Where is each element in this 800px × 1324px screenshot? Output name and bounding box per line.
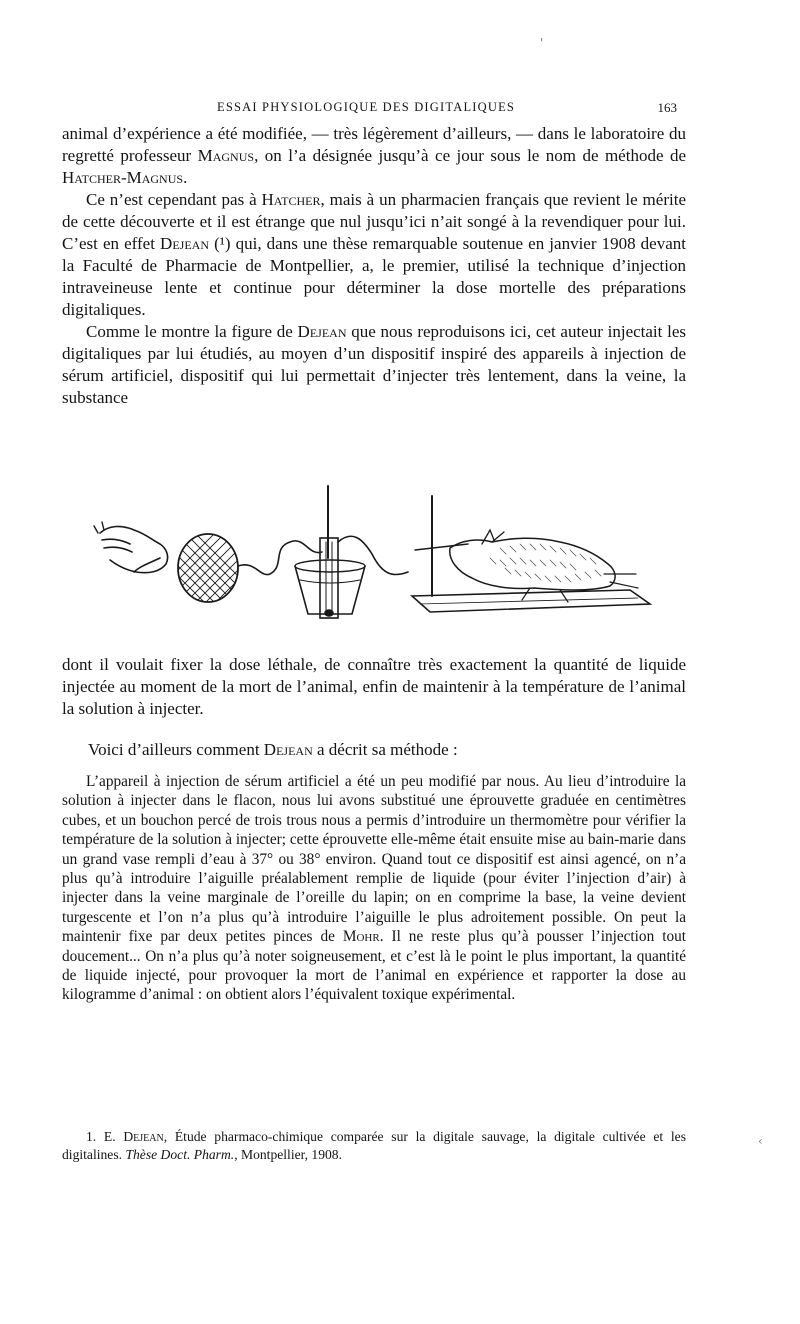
body-text-after-figure — [62, 654, 686, 720]
author-name: Dejean — [297, 322, 347, 341]
author-name: Hatcher-Magnus — [62, 168, 184, 187]
text-run: , mais à un pharmacien français que revient le mérite de cette découverte et il est étrange que nul jusqu’ici n’ait songé à la revendiquer pour lui. C’est en effet — [62, 190, 686, 253]
text-run: animal d’expérience a été modifiée, — très légèrement d’ailleurs, — dans le laboratoire du regretté professeur — [62, 124, 686, 165]
paragraph-4 — [62, 654, 686, 720]
rubber-tube-2 — [338, 536, 408, 574]
margin-tick: ‹ — [758, 1134, 763, 1148]
text-run: Comme le montre la figure de — [86, 322, 298, 341]
author-name: Dejean — [123, 1129, 164, 1144]
water-bath-vessel — [295, 566, 365, 614]
quoted-method — [62, 772, 686, 1005]
author-name: Dejean — [160, 234, 209, 253]
author-name: Dejean — [263, 740, 313, 759]
text-run: . — [183, 168, 188, 187]
text-run: 1. E. — [86, 1129, 124, 1144]
page-number: 163 — [657, 100, 677, 115]
text-run: . Il ne reste plus qu’à pousser l’injection tout doucement... On n’a plus qu’à noter soigneusement, et c’est là le point le plus important, la quantité de liquide injecté, pour provoquer la mort de l’animal en expérience et rapporter la dose au kilogramme d’animal : on obtient alors l’équivalent toxique expérimental. — [62, 928, 686, 1004]
body-text-top — [62, 123, 686, 409]
rubber-tube-1 — [238, 541, 322, 575]
quote-intro — [88, 740, 458, 760]
hand-illustration — [100, 526, 168, 572]
text-run: L’appareil à injection de sérum artificiel a été un peu modifié par nous. Au lieu d’introduire la solution à injecter dans le flacon, nous lui avons substitué une éprouvette graduée en centimètres cubes, et un bouchon percé de trois trous nous a permis d’introduire un thermomètre pour vérifier la température de la solution à injecter; cette éprouvette elle-même était ensuite mise au bain-marie dans un grand vase rempli d’eau à 37° ou 38° environ. Quand tout ce dispositif est ainsi agencé, on n’a plus qu’à introduire l’aiguille préalablement remplie de liquide (pour éviter l’injection d’air) à injecter dans la veine marginale de l’oreille du lapin; on en comprime la base, la veine devient turgescente et l’on n’a plus qu’à introduire l’aiguille le plus adroitement possible. On peut la maintenir fixe par deux petites pinces de — [62, 773, 686, 946]
paragraph-2 — [62, 189, 686, 321]
text-run: Ce n’est cependant pas à — [86, 190, 262, 209]
italic-text: Thèse Doct. Pharm. — [125, 1147, 235, 1162]
text-run: a décrit sa méthode : — [312, 740, 458, 759]
text-run: Voici d’ailleurs comment — [88, 740, 264, 759]
text-run: , Montpellier, 1908. — [234, 1147, 343, 1162]
paragraph-1 — [62, 123, 686, 189]
injection-apparatus-figure — [90, 478, 670, 638]
author-name: Hatcher — [261, 190, 321, 209]
text-run: , Étude pharmaco-chimique comparée sur la digitale sauvage, la digitale cultivée et les digitalines. — [62, 1129, 686, 1162]
footnote — [62, 1128, 686, 1164]
text-run: dont il voulait fixer la dose léthale, de connaître très exactement la quantité de liquide injectée au moment de la mort de l’animal, enfin de maintenir à la température de l’animal la solution à injecter. — [62, 655, 686, 718]
author-name: Mohr — [342, 928, 380, 946]
text-run: (¹) qui, dans une thèse remarquable soutenue en janvier 1908 devant la Faculté de Pharmacie de Montpellier, a, le premier, utilisé la technique d’injection intraveineuse lente et continue pour déterminer la dose mortelle des préparations digitaliques. — [62, 234, 686, 319]
paragraph-3 — [62, 321, 686, 409]
text-run: , on l’a désignée jusqu’à ce jour sous le nom de méthode de — [254, 146, 686, 165]
margin-tick: ' — [540, 36, 544, 50]
running-title: ESSAI PHYSIOLOGIQUE DES DIGITALIQUES — [217, 100, 516, 114]
author-name: Magnus — [197, 146, 255, 165]
running-head — [62, 100, 677, 122]
text-run: que nous reproduisons ici, cet auteur injectait les digitaliques par lui étudiés, au moyen d’un dispositif inspiré des appareils à injection de sérum artificiel, dispositif qui lui permettait d’injecter très lentement, dans la veine, la substance — [62, 322, 686, 407]
rubber-bulb — [178, 534, 238, 602]
